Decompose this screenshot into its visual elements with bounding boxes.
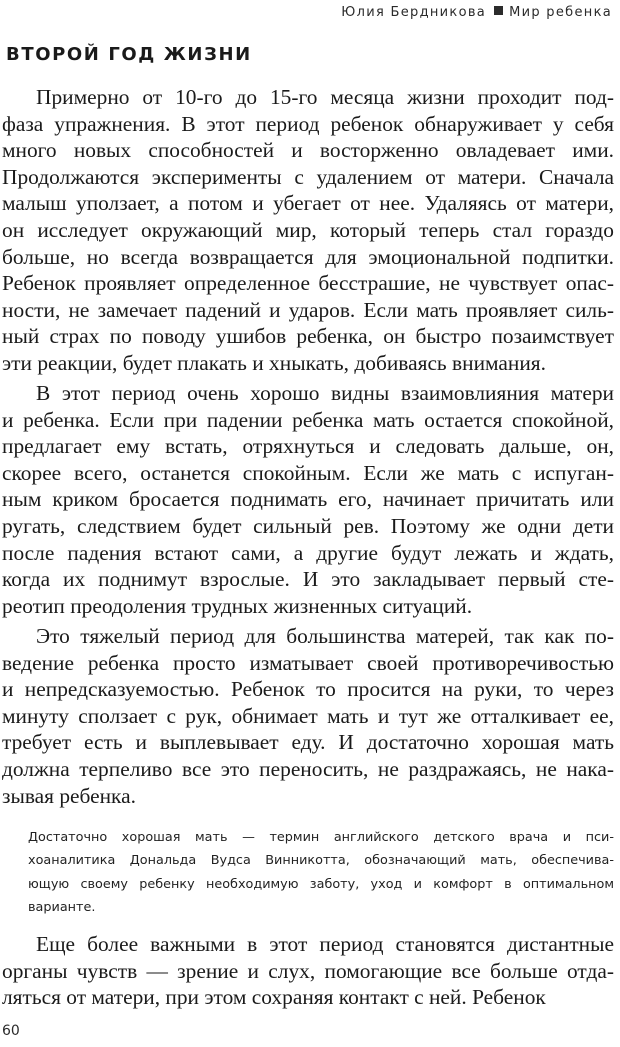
paragraph-line: органы чувств — зрение и слух, помогающие все больше отда- (2, 958, 614, 983)
page-number: 60 (2, 1023, 20, 1039)
paragraph-line: после падения встают сами, а другие будут лежать и ждать, (2, 540, 614, 565)
chapter-title: ВТОРОЙ ГОД ЖИЗНИ (6, 44, 252, 65)
paragraph-line: должна терпеливо все это переносить, не раздражаясь, не нака- (2, 756, 614, 781)
paragraph-line: Еще более важными в этот период становятся дистантные (36, 932, 614, 956)
paragraph-line: когда их поднимут взрослые. И это закладывает первый сте- (2, 567, 614, 592)
paragraph-line: ляться от матери, при этом сохраняя контакт с ней. Ребенок (2, 985, 546, 1010)
paragraph-line: ный страх по поводу ушибов ребенка, он быстро позаимствует (2, 324, 614, 349)
paragraph-line: фаза упражнения. В этот период ребенок обнаруживает у себя (2, 111, 614, 136)
paragraph-line: предлагает ему встать, отряхнуться и следовать дальше, он, (2, 434, 614, 459)
paragraph-line: он исследует окружающий мир, который теперь стал гораздо (2, 217, 614, 242)
paragraph-line: больше, но всегда возвращается для эмоциональной подпитки. (2, 244, 614, 269)
paragraph-4 (2, 931, 620, 1011)
separator-square-icon (494, 6, 503, 15)
paragraph-line: ведение ребенка просто изматывает своей противоречивостью (2, 650, 614, 675)
paragraph-line: ности, не замечает падений и ударов. Если мать проявляет силь- (2, 297, 614, 322)
paragraph-line: малыш уползает, а потом и убегает от нее. Удаляясь от матери, (2, 191, 614, 216)
paragraph-line: минуту сползает с рук, обнимает мать и тут же отталкивает ее, (2, 703, 614, 728)
paragraph-line: скорее всего, останется спокойным. Если же мать с испуган- (2, 460, 614, 485)
paragraph-line: и ребенка. Если при падении ребенка мать остается спокойной, (2, 407, 614, 432)
paragraph-line: много новых способностей и восторженно овладевает ими. (2, 138, 614, 163)
paragraph-line: Это тяжелый период для большинства матерей, так как по- (36, 624, 614, 648)
book-title: Мир ребенка (509, 5, 612, 20)
paragraph-3 (2, 623, 620, 809)
paragraph-line: эти реакции, будет плакать и хныкать, добиваясь внимания. (2, 350, 546, 375)
paragraph-line: реотип преодоления трудных жизненных ситуаций. (2, 593, 473, 618)
definition-note (28, 826, 616, 919)
paragraph-line: В этот период очень хорошо видны взаимовлияния матери (36, 381, 614, 405)
paragraph-line: зывая ребенка. (2, 783, 136, 808)
paragraph-line: ругать, следствием будет сильный рев. Поэтому же одни дети (2, 513, 614, 538)
paragraph-line: и непредсказуемостью. Ребенок то просится на руки, то через (2, 677, 614, 702)
paragraph-1 (2, 84, 620, 377)
note-line: варианте. (28, 899, 96, 915)
paragraph-line: требует есть и выплевывает еду. И достаточно хорошая мать (2, 730, 614, 755)
paragraph-2 (2, 380, 620, 619)
paragraph-line: Продолжаются эксперименты с удалением от матери. Сначала (2, 164, 614, 189)
note-line: ющую своему ребенку необходимую заботу, уход и комфорт в оптимальном (28, 876, 614, 892)
paragraph-line: Ребенок проявляет определенное бесстрашие, не чувствует опас- (2, 271, 614, 296)
author-name: Юлия Бердникова (341, 5, 487, 20)
paragraph-line: ным криком бросается поднимать его, начинает причитать или (2, 487, 614, 512)
note-line: Достаточно хорошая мать — термин английского детского врача и пси- (28, 830, 614, 845)
note-line: хоаналитика Дональда Вудса Винникотта, обозначающий мать, обеспечива- (28, 853, 614, 869)
running-head (341, 5, 612, 20)
paragraph-line: Примерно от 10-го до 15-го месяца жизни проходит под- (36, 85, 614, 109)
